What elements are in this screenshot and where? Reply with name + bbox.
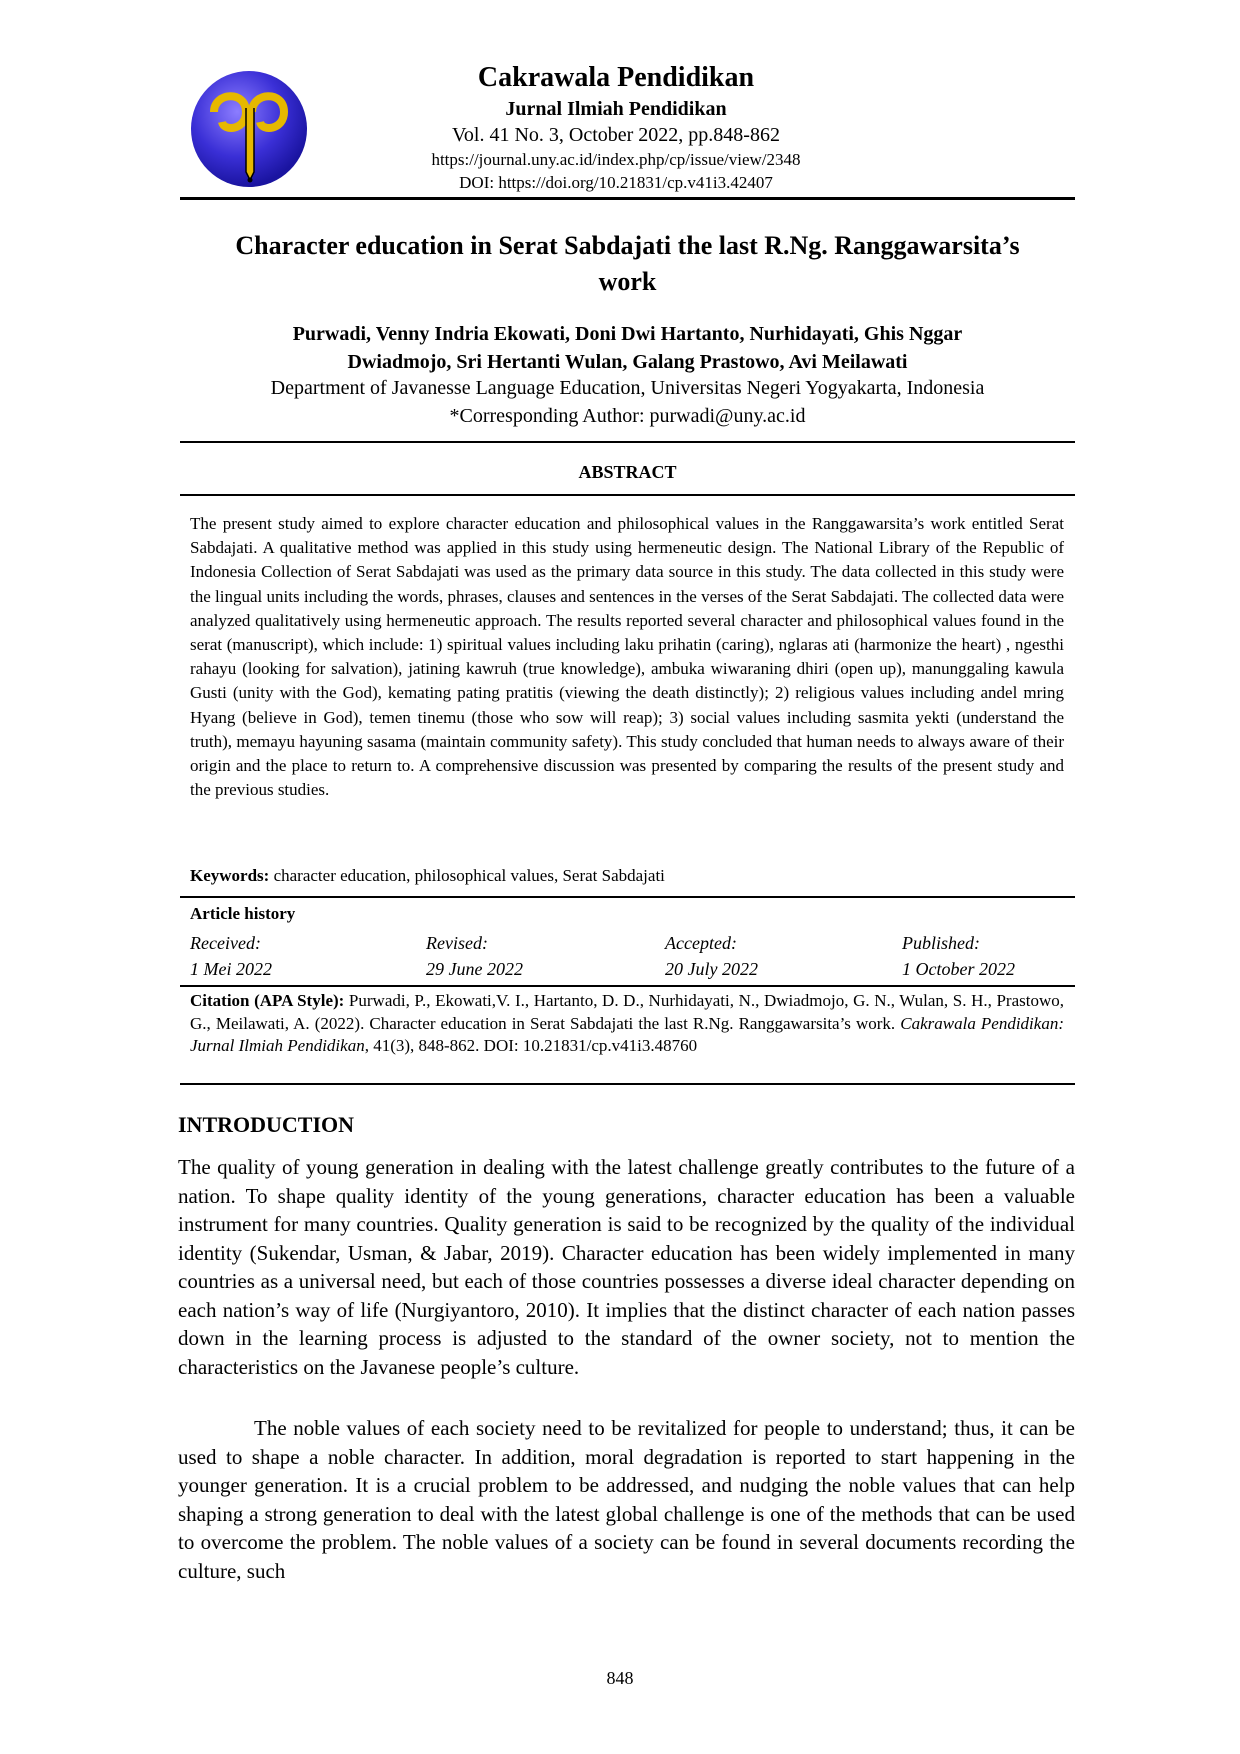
authors-line-1: Purwadi, Venny Indria Ekowati, Doni Dwi Hartanto, Nurhidayati, Ghis Nggar [292,323,963,345]
intro-paragraph-2: The noble values of each society need to be revitalized for people to understand; thus, it can be used to shape a noble character. In addition, moral degradation is reported to start happening in the younger generation. It is a crucial problem to be addressed, and nudging the noble values that can help shaping a strong generation to deal with the latest global challenge is one of the methods that can be used to overcome the problem. The noble values of a society can be found in several documents recording the culture, such [178,1416,1075,1583]
header-divider [180,197,1075,200]
history-accepted [665,930,758,982]
history-date: 29 June 2022 [426,959,523,979]
keywords [190,864,1064,888]
history-label: Revised: [426,933,488,953]
history-date: 20 July 2022 [665,959,758,979]
title-line-1: Character education in Serat Sabdajati the last R.Ng. Ranggawarsita’s [235,231,1020,260]
history-received [190,930,272,982]
journal-logo-icon [188,68,310,190]
history-label: Published: [902,933,980,953]
page-number: 848 [606,1668,634,1688]
journal-subtitle: Jurnal Ilmiah Pendidikan [505,98,727,120]
journal-name: Cakrawala Pendidikan [477,62,755,93]
history-label: Accepted: [665,933,737,953]
abstract-top-rule [180,441,1075,443]
volume-info: Vol. 41 No. 3, October 2022, pp.848-862 [452,124,780,146]
header-doi[interactable]: DOI: https://doi.org/10.21831/cp.v41i3.42407 [459,173,773,192]
abstract-heading-rule [180,494,1075,496]
history-title: Article history [190,904,296,923]
citation-volume: , 41(3), 848-862. DOI: 10.21831/cp.v41i3.48760 [364,1036,698,1055]
affiliation: Department of Javanesse Language Education, Universitas Negeri Yogyakarta, Indonesia [270,377,985,399]
authors-line-2: Dwiadmojo, Sri Hertanti Wulan, Galang Prastowo, Avi Meilawati [347,351,908,373]
history-date: 1 Mei 2022 [190,959,272,979]
journal-header [380,60,852,194]
history-date: 1 October 2022 [902,959,1015,979]
intro-paragraph-1: The quality of young generation in dealing with the latest challenge greatly contributes to the future of a nation. To shape quality identity of the young generations, character education has been a valuable instrument for many countries. Quality generation is said to be recognized by the quality of the individual identity (Sukendar, Usman, & Jabar, 2019). Character education has been widely implemented in many countries as a universal need, but each of those countries possesses a diverse ideal character depending on each nation’s way of life (Nurgiyantoro, 2010). It implies that the distinct character of each nation passes down in the learning process is adjusted to the standard of the owner society, not to mention the characteristics on the Javanese people’s culture. [178,1155,1075,1379]
abstract-heading: ABSTRACT [578,462,677,482]
citation-text: Purwadi, P., Ekowati,V. I., Hartanto, D. D., Nurhidayati, N., Dwiadmojo, G. N., Wulan, S. H., Prastowo, G., Meilawati, A. (2022). Character education in Serat Sabdajati the last R.Ng. Ranggawarsita’s work. [190,991,1064,1033]
issue-url[interactable]: https://journal.uny.ac.id/index.php/cp/issue/view/2348 [431,150,801,169]
keywords-text: character education, philosophical values, Serat Sabdajati [273,866,665,885]
citation-block [190,990,1064,1058]
history-label: Received: [190,933,261,953]
article-title [180,228,1075,300]
history-top-rule [180,896,1075,898]
citation-top-rule [180,985,1075,987]
citation-journal: Cakrawala Pendidikan: Jurnal Ilmiah Pendidikan [190,1013,1064,1055]
citation-bottom-rule [180,1083,1075,1085]
keywords-label: Keywords: [190,866,270,885]
history-published [902,930,1015,982]
author-list [180,320,1075,376]
citation-label: Citation (APA Style): [190,991,345,1010]
introduction-heading: INTRODUCTION [178,1112,355,1137]
history-revised [426,930,523,982]
corresponding-author: *Corresponding Author: purwadi@uny.ac.id [449,405,806,427]
title-line-2: work [598,267,657,296]
affiliation-block [180,374,1075,430]
abstract-text: The present study aimed to explore character education and philosophical values in the Ranggawarsita’s work entitled Serat Sabdajati. A qualitative method was applied in this study using hermeneutic design. The National Library of the Republic of Indonesia Collection of Serat Sabdajati was used as the primary data source in this study. The data collected in this study were the lingual units including the words, phrases, clauses and sentences in the verses of the Serat Sabdajati. The collected data were analyzed qualitatively using hermeneutic approach. The results reported several character and philosophical values found in the serat (manuscript), which include: 1) spiritual values including laku prihatin (caring), nglaras ati (harmonize the heart) , ngesthi rahayu (looking for salvation), jatining kawruh (true knowledge), ambuka wiwaraning dhiri (open up), manunggaling kawula Gusti (unity with the God), kemating pating pratitis (viewing the death distinctly); 2) religious values including andel mring Hyang (believe in God), temen tinemu (those who sow will reap); 3) social values including sasmita yekti (understand the truth), memayu hayuning sasama (maintain community safety). This study concluded that human needs to always aware of their origin and the place to return to. A comprehensive discussion was presented by comparing the results of the present study and the previous studies. [190,514,1064,800]
